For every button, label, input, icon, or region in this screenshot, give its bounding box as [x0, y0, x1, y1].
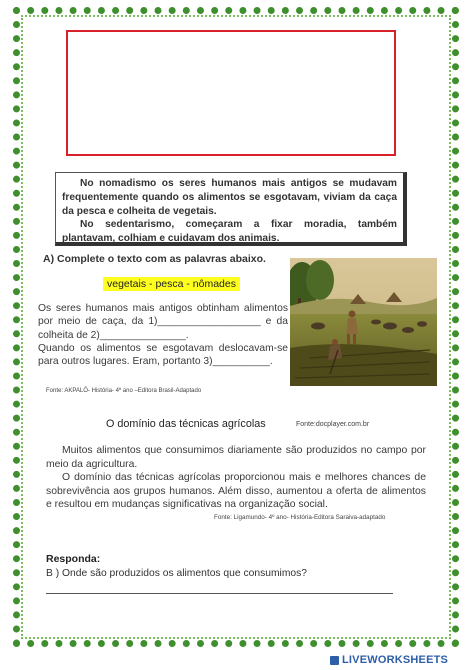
- question-b: B ) Onde são produzidos os alimentos que consumimos?: [46, 568, 307, 579]
- farming-scene-image: [290, 258, 437, 386]
- fill-in-text: [38, 302, 288, 368]
- agriculture-paragraph-1: Muitos alimentos que consumimos diariamente são produzidos no campo por meio da agricultura.: [46, 445, 426, 470]
- agriculture-text: [46, 444, 426, 512]
- empty-red-frame: [66, 30, 396, 156]
- prehistoric-farming-illustration: [290, 258, 437, 386]
- intro-paragraph-sedentarism: No sedentarismo, começaram a fixar moradia, também plantavam, colhiam e cuidavam dos animais.: [62, 219, 397, 245]
- liveworksheets-logo-icon: [330, 656, 339, 665]
- agriculture-paragraph-2: O domínio das técnicas agrícolas proporcionou mais e melhores chances de sobrevivência aos grupos humanos. Além disso, aumentou a oferta de alimentos e resultou em mudanças significativas na organização social.: [46, 472, 426, 511]
- section-heading-agriculture: O domínio das técnicas agrícolas: [106, 418, 266, 430]
- intro-paragraph-nomadism: No nomadismo os seres humanos mais antigos se mudavam frequentemente quando os alimentos se esgotavam, viviam da caça da pesca e colheita de vegetais.: [62, 178, 397, 217]
- liveworksheets-brand: LIVEWORKSHEETS: [342, 654, 449, 666]
- source-note-ligamundo: Fonte: Ligamundo- 4º ano- História-Editora Saraiva-adaptado: [214, 514, 386, 521]
- exercise-a-instruction: A) Complete o texto com as palavras abaixo.: [43, 253, 266, 265]
- image-source-note: Fonte:docplayer.com.br: [296, 421, 370, 428]
- answer-line[interactable]: [46, 593, 393, 594]
- fill-in-sentence-2[interactable]: Quando os alimentos se esgotavam deslocavam-se para outros lugares. Eram, portanto 3)__________.: [38, 342, 288, 368]
- intro-text-box: [55, 172, 407, 246]
- word-bank: vegetais - pesca - nômades: [103, 277, 240, 291]
- source-note-akpalo: Fonte: AKPALÔ- História- 4º ano –Editora Brasil-Adaptado: [46, 388, 202, 394]
- fill-in-sentence-1[interactable]: Os seres humanos mais antigos obtinham alimentos por meio de caça, da 1)__________________ e da colheita de 2)_______________.: [38, 303, 288, 341]
- liveworksheets-footer[interactable]: [330, 652, 448, 668]
- respond-label: Responda:: [46, 553, 101, 565]
